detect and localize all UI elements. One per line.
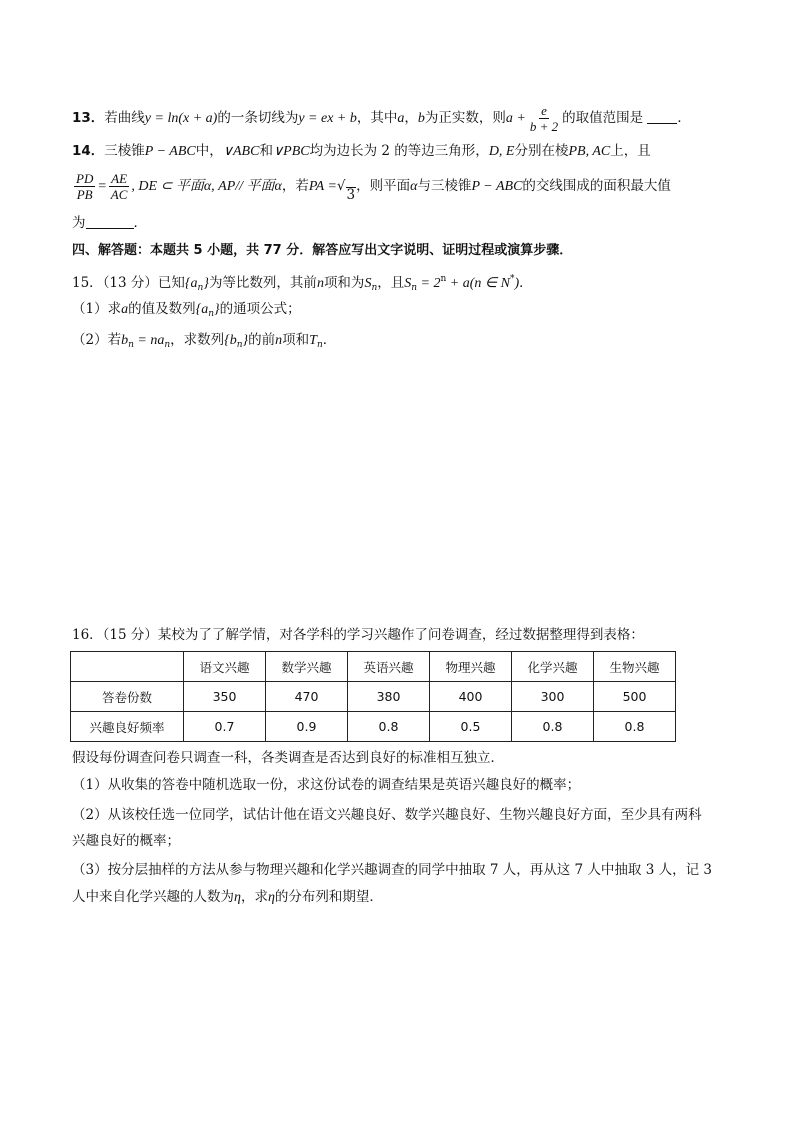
q15-subscript: n (197, 283, 204, 293)
q15-text: 的前 (248, 332, 276, 348)
q14-text: ，则平面 (356, 178, 411, 194)
q15-seq: } (242, 333, 249, 348)
table-header-cell: 语文兴趣 (184, 652, 266, 682)
q15-subscript: n (128, 340, 134, 350)
table-cell: 0.7 (184, 712, 266, 742)
q15-formula: S (404, 276, 412, 291)
q13-frac-den: b + 2 (529, 119, 559, 134)
q14-frac1-den: PB (76, 187, 93, 202)
q15-subscript: n (316, 340, 323, 350)
q14-frac2-den: AC (110, 187, 128, 202)
q14-fraction-1 (74, 171, 95, 202)
q14-frac1-num: PD (76, 171, 94, 186)
q14-number: 14． (72, 143, 105, 159)
table-row (71, 682, 676, 712)
q16-text: 人中来自化学兴趣的人数为 (72, 889, 234, 905)
q13-text: 的取值范围是 (562, 110, 644, 126)
q14-triangle-pbc: ∨PBC (272, 144, 310, 159)
question-16-part-3-line2 (72, 887, 383, 908)
table-cell: 0.8 (512, 712, 594, 742)
q15-text: （1）求 (72, 301, 122, 317)
q15-subscript: n (236, 340, 243, 350)
table-header-cell: 化学兴趣 (512, 652, 594, 682)
table-cell: 470 (266, 682, 348, 712)
q13-text: ， (404, 110, 418, 126)
q14-text: 分别在棱 (514, 143, 569, 159)
q15-seq: } (203, 276, 209, 291)
question-14-line3 (72, 213, 147, 233)
q15-subscript: n (164, 340, 171, 350)
q15-var: T (309, 333, 317, 348)
table-row-label: 兴趣良好频率 (71, 712, 184, 742)
q16-var-eta: η (267, 890, 275, 905)
q13-var-b: b (417, 111, 425, 126)
q15-formula: + a(n ∈ N (446, 276, 510, 291)
q13-expr: a + (505, 111, 526, 126)
question-15 (72, 269, 533, 298)
q15-var: n (316, 276, 324, 291)
question-16-part-3-line1: （3）按分层抽样的方法从参与物理兴趣和化学兴趣调查的同学中抽取 7 人，再从这 7 人中抽取 3 人，记 3 (72, 862, 712, 878)
q14-text: 为 (72, 215, 86, 231)
table-cell: 400 (430, 682, 512, 712)
q14-text: 中， (195, 143, 223, 159)
q13-end: ． (677, 110, 691, 126)
q13-curve: y = ln(x + a) (144, 111, 218, 126)
q14-pyramid: P − ABC (471, 179, 523, 194)
q15-superscript: n (440, 274, 447, 284)
q15-formula: ) (514, 276, 520, 291)
q14-end: ． (133, 215, 147, 231)
table-header-cell (71, 652, 184, 682)
q14-condition: , DE ⊂ 平面α, AP// 平面α (131, 179, 282, 194)
q15-text: 为等比数列，其前 (208, 275, 317, 291)
q13-text: 若曲线 (104, 110, 145, 126)
table-cell: 0.9 (266, 712, 348, 742)
q14-text: ，若 (281, 178, 309, 194)
q16-var-eta: η (234, 890, 241, 905)
q14-sqrt-radicand: 3 (346, 187, 356, 203)
q14-text: 和 (259, 143, 273, 159)
q15-text: 的值及数列 (128, 301, 196, 317)
question-15-part-2 (72, 330, 336, 355)
table-header-cell: 生物兴趣 (594, 652, 676, 682)
q14-frac2-num: AE (111, 171, 128, 186)
q14-pa: PA = (308, 179, 337, 194)
q14-triangle-abc: ∨ABC (222, 144, 260, 159)
q16-text: ，求 (240, 889, 268, 905)
q15-var: n (275, 333, 283, 348)
q15-text: ，且 (377, 275, 405, 291)
q13-number: 13． (72, 110, 105, 126)
table-cell: 380 (348, 682, 430, 712)
table-header-cell: 英语兴趣 (348, 652, 430, 682)
table-cell: 0.8 (348, 712, 430, 742)
q15-text: 项和 (282, 332, 310, 348)
q14-points: D, E (488, 144, 515, 159)
table-row (71, 712, 676, 742)
q13-fraction (528, 103, 560, 134)
q13-text: 为正实数，则 (424, 110, 506, 126)
q15-number: 15． (72, 275, 103, 291)
survey-table (70, 651, 676, 742)
table-header-cell: 数学兴趣 (266, 652, 348, 682)
q15-formula: = na (133, 333, 165, 348)
q15-subscript: n (208, 309, 214, 319)
q15-var: S (364, 276, 372, 291)
question-16-part-1: （1）从收集的答卷中随机选取一份，求这份试卷的调查结果是英语兴趣良好的概率； (72, 777, 581, 793)
q14-sqrt (337, 170, 356, 202)
q15-subscript: n (371, 283, 378, 293)
table-cell: 500 (594, 682, 676, 712)
table-header-row (71, 652, 676, 682)
q15-seq: {b (224, 333, 237, 348)
question-13 (72, 103, 691, 134)
q14-text: 均为边长为 2 的等边三角形， (309, 143, 489, 159)
q13-frac-num: e (541, 103, 547, 118)
table-cell: 350 (184, 682, 266, 712)
q15-text: 项和为 (323, 275, 365, 291)
table-cell: 0.5 (430, 712, 512, 742)
table-row-label: 答卷份数 (71, 682, 184, 712)
table-cell: 300 (512, 682, 594, 712)
q15-end: ． (519, 275, 533, 291)
question-14-line2 (72, 170, 671, 203)
q14-edges: PB, AC (568, 144, 611, 159)
q16-text: 的分布列和期望． (274, 889, 383, 905)
q15-text: （13 分）已知 (102, 275, 185, 291)
table-header-cell: 物理兴趣 (430, 652, 512, 682)
q15-end: ． (322, 332, 337, 348)
q14-equals: = (97, 179, 107, 194)
q14-alpha: α (410, 179, 418, 194)
question-14-line1 (72, 141, 651, 162)
q15-seq: {a (195, 302, 209, 317)
q15-text: （2）若 (72, 332, 122, 348)
q15-var: b (121, 333, 129, 348)
q14-text: 三棱锥 (104, 143, 145, 159)
question-15-part-1 (72, 299, 301, 324)
q14-answer-blank[interactable] (86, 228, 134, 229)
q15-var: a (121, 302, 129, 317)
q13-var-a: a (397, 111, 405, 126)
q14-fraction-2 (109, 171, 130, 202)
q15-text: 的通项公式； (219, 301, 301, 317)
q13-answer-blank[interactable] (647, 123, 677, 124)
q13-text: ，其中 (356, 110, 398, 126)
q14-text: 上，且 (610, 143, 651, 159)
question-16-part-2-line2: 兴趣良好的概率； (72, 833, 180, 849)
q15-seq: } (214, 302, 220, 317)
q14-text: 与三棱锥 (417, 178, 472, 194)
question-16-intro: 16．（15 分）某校为了了解学情，对各学科的学习兴趣作了问卷调查，经过数据整理得到表格： (72, 627, 644, 643)
sqrt-sign-icon: √ (336, 178, 346, 194)
q15-seq: {a (184, 276, 198, 291)
q15-subscript: n (411, 283, 418, 293)
question-16-assumption: 假设每份调查问卷只调查一科，各类调查是否达到良好的标准相互独立． (72, 750, 504, 766)
q13-tangent: y = ex + b (298, 111, 357, 126)
q15-formula: = 2 (417, 276, 441, 291)
q15-superscript: * (509, 274, 515, 284)
section-heading: 四、解答题：本题共 5 小题，共 77 分．解答应写出文字说明、证明过程或演算步骤． (72, 243, 573, 258)
question-16-part-2-line1: （2）从该校任选一位同学，试估计他在语文兴趣良好、数学兴趣良好、生物兴趣良好方面，至少具有两科 (72, 807, 702, 823)
q14-text: 的交线围成的面积最大值 (522, 178, 671, 194)
q14-pyramid: P − ABC (144, 144, 196, 159)
table-cell: 0.8 (594, 712, 676, 742)
q13-text: 的一条切线为 (217, 110, 299, 126)
q15-text: ，求数列 (170, 332, 225, 348)
